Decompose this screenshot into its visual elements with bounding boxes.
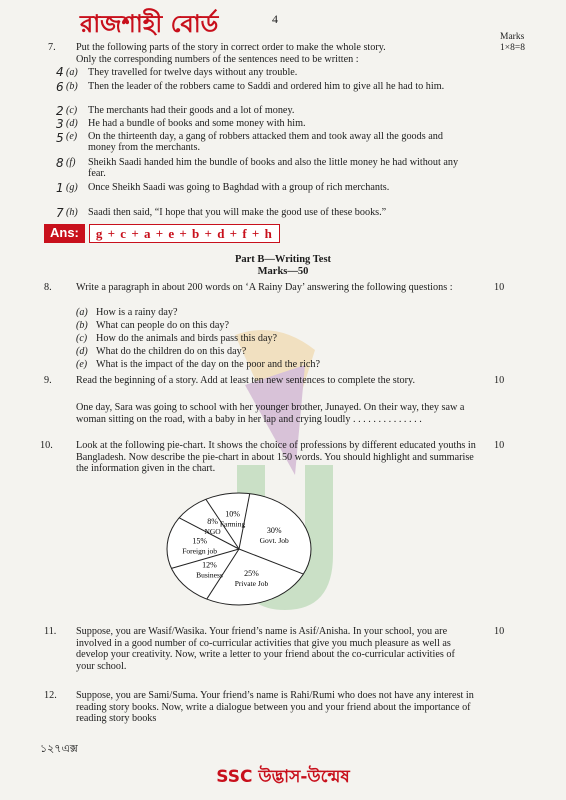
q8-sub-d: What do the children do on this day? <box>96 346 247 357</box>
q8-sub-e-letter: (e) <box>76 359 88 370</box>
q7-letter-e: (e) <box>66 131 78 142</box>
q10-marks: 10 <box>494 440 505 451</box>
q8-sub-e: What is the impact of the day on the poor and the rich? <box>96 359 321 370</box>
board-title: রাজশাহী বোর্ড <box>80 10 219 38</box>
q7-letter-h: (h) <box>66 207 78 218</box>
pie-category-label: Govt. Job <box>259 535 289 545</box>
q7-item-c: The merchants had their goods and a lot of money. <box>88 105 295 116</box>
q7-item-d: He had a bundle of books and some money with him. <box>88 118 306 129</box>
q9-text: Read the beginning of a story. Add at least ten new sentences to complete the story. <box>76 375 416 386</box>
q8-sub-c: How do the animals and birds pass this day? <box>96 333 278 344</box>
q12-number: 12. <box>44 690 57 701</box>
q7-hand-h: 7 <box>56 206 64 220</box>
q7-item-g: Once Sheikh Saadi was going to Baghdad with a group of rich merchants. <box>88 182 390 193</box>
pie-chart <box>164 490 314 608</box>
q9-number: 9. <box>44 375 52 386</box>
marks-label: Marks <box>500 32 525 42</box>
q7-hand-b: 6 <box>56 80 64 94</box>
pie-value-label: 10% <box>225 509 240 519</box>
pie-category-label: Foreign job <box>182 546 218 556</box>
q8-sub-a: How is a rainy day? <box>96 307 178 318</box>
answer-label: Ans: <box>44 224 85 243</box>
q8-sub-a-letter: (a) <box>76 307 88 318</box>
q11-marks: 10 <box>494 626 505 637</box>
q7-letter-d: (d) <box>66 118 78 129</box>
q7-item-e: On the thirteenth day, a gang of robbers attacked them and took away all the goods and money from the merchants. <box>88 131 443 154</box>
q7-letter-b: (b) <box>66 81 78 92</box>
partb-marks: Marks—50 <box>257 266 309 277</box>
q8-marks: 10 <box>494 282 505 293</box>
q7-letter-f: (f) <box>66 157 76 168</box>
pie-value-label: 30% <box>266 525 282 535</box>
q7-letter-c: (c) <box>66 105 78 116</box>
q8-sub-b: What can people do on this day? <box>96 320 229 331</box>
q7-letter-g: (g) <box>66 182 78 193</box>
pie-value-label: 8% <box>207 517 218 527</box>
answer-box <box>44 224 280 243</box>
pie-value-label: 25% <box>244 569 259 579</box>
q7-hand-c: 2 <box>56 104 64 118</box>
q7-item-f: Sheikh Saadi handed him the bundle of books and also the little money he had without any fear. <box>88 157 459 180</box>
page-number: 4 <box>272 12 278 26</box>
q8-text: Write a paragraph in about 200 words on ‘A Rainy Day’ answering the following questions : <box>76 282 453 293</box>
q8-sub-c-letter: (c) <box>76 333 88 344</box>
q7-hand-e: 5 <box>56 131 64 145</box>
page-code: ১২৭এক্স <box>40 742 78 755</box>
q7-number: 7. <box>48 42 56 53</box>
q12-text: Suppose, you are Sami/Suma. Your friend’s name is Rahi/Rumi who does not have any interest in reading story books. Now, write a dialogue between you and your friend about the importance of reading story books <box>76 690 474 724</box>
q7-item-a: They travelled for twelve days without any trouble. <box>88 67 298 78</box>
q7-instruction-2: Only the corresponding numbers of the sentences need to be written : <box>76 54 359 65</box>
q11-number: 11. <box>44 626 57 637</box>
q7-letter-a: (a) <box>66 67 78 78</box>
pie-category-label: Farming <box>219 519 246 529</box>
pie-value-label: 15% <box>192 536 208 546</box>
partb-title: Part B—Writing Test <box>234 254 332 265</box>
q7-item-h: Saadi then said, “I hope that you will make the good use of these books.” <box>88 207 387 218</box>
pie-category-label: Private Job <box>234 579 269 589</box>
q7-item-b: Then the leader of the robbers came to Saddi and ordered him to give all he had to him. <box>88 81 445 92</box>
q9-story: One day, Sara was going to school with her younger brother, Junayed. On their way, they saw a woman sitting on the road, with a baby in her lap and crying loudly . . . . . . . . . . . . . . <box>76 402 465 425</box>
q7-hand-d: 3 <box>56 117 64 131</box>
pie-category-label: Business <box>196 570 223 580</box>
q7-instruction-1: Put the following parts of the story in correct order to make the whole story. <box>76 42 386 53</box>
marks-header <box>500 32 525 54</box>
q8-sub-d-letter: (d) <box>76 346 88 357</box>
q8-number: 8. <box>44 282 52 293</box>
q9-marks: 10 <box>494 375 505 386</box>
marks-value: 1×8=8 <box>500 43 525 53</box>
pie-value-label: 12% <box>202 560 217 570</box>
q7-hand-a: 4 <box>56 65 64 79</box>
footer-brand: SSC উদ্ভাস-উন্মেষ <box>216 767 350 787</box>
q10-number: 10. <box>40 440 53 451</box>
q8-sub-b-letter: (b) <box>76 320 88 331</box>
pie-category-label: NGO <box>204 527 221 537</box>
q10-text: Look at the following pie-chart. It shows the choice of professions by different educated youths in Bangladesh. Now describe the pie-chart in about 150 words. You should highlight and summarise the information given in the chart. <box>76 440 476 474</box>
q7-hand-g: 1 <box>56 181 64 195</box>
q7-hand-f: 8 <box>56 156 64 170</box>
answer-value: g + c + a + e + b + d + f + h <box>89 224 280 243</box>
q11-text: Suppose, you are Wasif/Wasika. Your friend’s name is Asif/Anisha. In your school, you are involved in a good number of co-curricular activities that give you much pleasure as well as develop your creativity. Now, write a letter to your friend about the co-curricular activities of your school. <box>76 626 455 672</box>
